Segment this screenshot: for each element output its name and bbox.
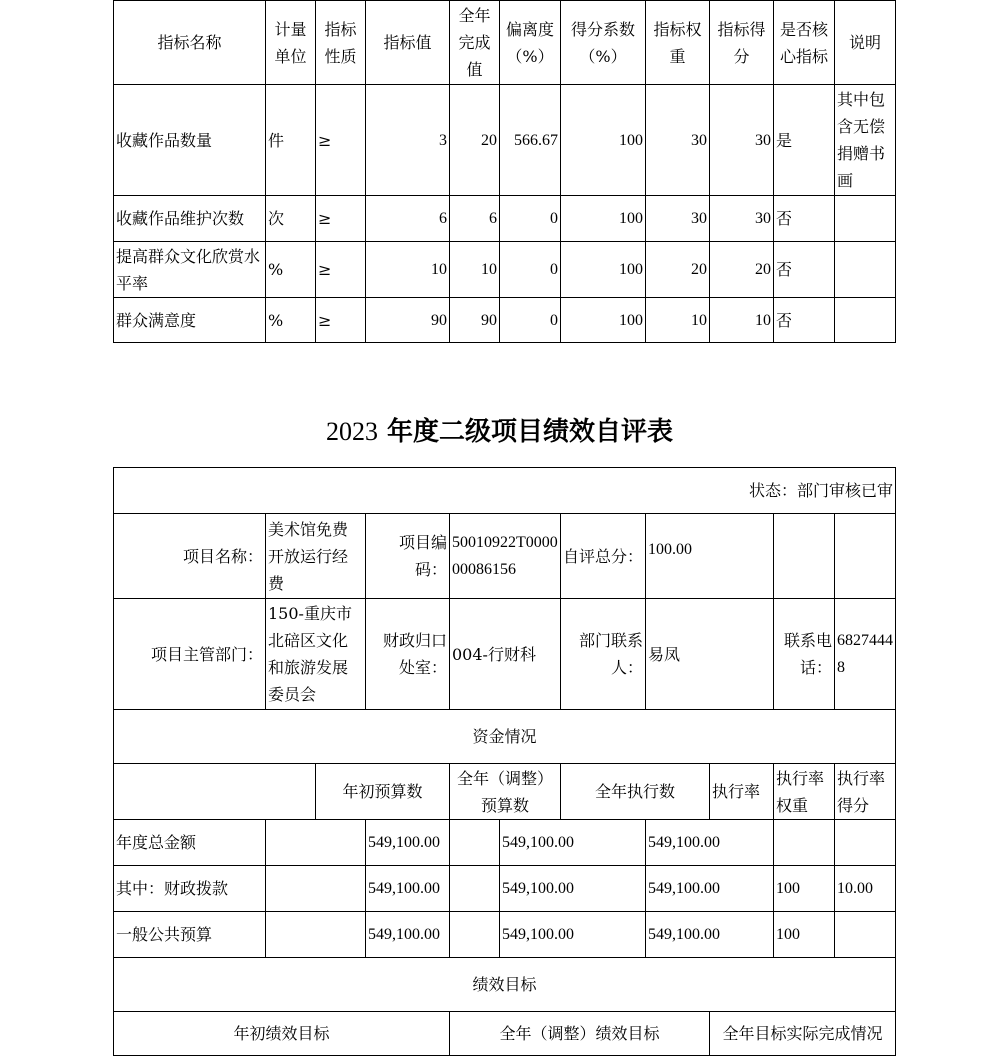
header-score: 指标得分 <box>710 1 774 85</box>
header-coef: 得分系数（%） <box>561 1 646 85</box>
empty-cell <box>450 820 500 866</box>
goals-header-adjusted: 全年（调整）绩效目标 <box>450 1012 710 1056</box>
goals-heading: 绩效目标 <box>114 958 896 1012</box>
header-nature: 指标性质 <box>316 1 366 85</box>
title-text: 年度二级项目绩效自评表 <box>377 417 674 447</box>
indicator-deviation: 0 <box>500 242 561 298</box>
funds-row-label: 年度总金额 <box>114 820 266 866</box>
funds-header-initial: 年初预算数 <box>316 764 450 820</box>
header-target: 指标值 <box>366 1 450 85</box>
header-core: 是否核心指标 <box>774 1 835 85</box>
indicator-target: 10 <box>366 242 450 298</box>
empty-cell <box>835 514 896 599</box>
indicator-header-row <box>114 1 896 85</box>
funds-rate <box>774 820 835 866</box>
funds-header-executed: 全年执行数 <box>561 764 710 820</box>
indicator-name: 群众满意度 <box>114 298 266 343</box>
indicator-unit: % <box>266 298 316 343</box>
indicator-unit: 次 <box>266 196 316 242</box>
indicator-score: 10 <box>710 298 774 343</box>
dept-label: 项目主管部门： <box>114 599 266 710</box>
indicator-unit: 件 <box>266 85 316 196</box>
funds-rate: 100 <box>774 866 835 912</box>
funds-heading-row <box>114 710 896 764</box>
goals-header-initial: 年初绩效目标 <box>114 1012 450 1056</box>
funds-initial: 549,100.00 <box>366 912 450 958</box>
indicator-weight: 30 <box>646 196 710 242</box>
indicator-score: 20 <box>710 242 774 298</box>
funds-executed: 549,100.00 <box>646 820 774 866</box>
empty-cell <box>774 514 835 599</box>
indicator-core: 是 <box>774 85 835 196</box>
indicator-nature: ≥ <box>316 196 366 242</box>
phone-label: 联系电话： <box>774 599 835 710</box>
header-weight: 指标权重 <box>646 1 710 85</box>
indicator-score: 30 <box>710 85 774 196</box>
table-row <box>114 298 896 343</box>
project-code-value: 50010922T000000086156 <box>450 514 561 599</box>
funds-adjusted: 549,100.00 <box>500 820 646 866</box>
indicator-actual: 20 <box>450 85 500 196</box>
indicator-score: 30 <box>710 196 774 242</box>
indicator-actual: 90 <box>450 298 500 343</box>
empty-cell <box>114 764 316 820</box>
header-unit: 计量单位 <box>266 1 316 85</box>
funds-adjusted: 549,100.00 <box>500 866 646 912</box>
table-row <box>114 242 896 298</box>
self-evaluation-table <box>113 467 896 1056</box>
indicator-target: 6 <box>366 196 450 242</box>
header-note: 说明 <box>835 1 896 85</box>
goals-header-row <box>114 1012 896 1056</box>
indicator-name: 收藏作品维护次数 <box>114 196 266 242</box>
funds-header-rate: 执行率 <box>710 764 774 820</box>
indicator-actual: 10 <box>450 242 500 298</box>
funds-heading: 资金情况 <box>114 710 896 764</box>
project-code-label: 项目编码： <box>366 514 450 599</box>
indicator-weight: 30 <box>646 85 710 196</box>
funds-executed: 549,100.00 <box>646 912 774 958</box>
indicator-coef: 100 <box>561 196 646 242</box>
table-row <box>114 912 896 958</box>
project-name-value: 美术馆免费开放运行经费 <box>266 514 366 599</box>
indicator-note <box>835 298 896 343</box>
phone-value: 68274448 <box>835 599 896 710</box>
contact-value: 易凤 <box>646 599 774 710</box>
empty-cell <box>266 912 366 958</box>
funds-header-row <box>114 764 896 820</box>
status-row <box>114 468 896 514</box>
indicator-name: 提高群众文化欣赏水平率 <box>114 242 266 298</box>
indicator-target: 3 <box>366 85 450 196</box>
indicator-nature: ≥ <box>316 298 366 343</box>
indicator-note <box>835 196 896 242</box>
indicator-core: 否 <box>774 242 835 298</box>
status-text: 状态：部门审核已审 <box>114 468 896 514</box>
goals-heading-row <box>114 958 896 1012</box>
empty-cell <box>450 912 500 958</box>
indicator-core: 否 <box>774 196 835 242</box>
indicator-coef: 100 <box>561 242 646 298</box>
table-row <box>114 866 896 912</box>
header-actual: 全年完成值 <box>450 1 500 85</box>
indicator-core: 否 <box>774 298 835 343</box>
project-info-row <box>114 514 896 599</box>
funds-executed: 549,100.00 <box>646 866 774 912</box>
self-score-value: 100.00 <box>646 514 774 599</box>
funds-initial: 549,100.00 <box>366 866 450 912</box>
indicator-target: 90 <box>366 298 450 343</box>
indicator-deviation: 0 <box>500 196 561 242</box>
funds-weight <box>835 912 896 958</box>
funds-header-weight: 执行率权重 <box>774 764 835 820</box>
indicator-coef: 100 <box>561 298 646 343</box>
title-year: 2023 <box>325 417 378 446</box>
project-name-label: 项目名称： <box>114 514 266 599</box>
indicator-note: 其中包含无偿捐赠书画 <box>835 85 896 196</box>
indicator-nature: ≥ <box>316 242 366 298</box>
table-row <box>114 85 896 196</box>
funds-weight <box>835 820 896 866</box>
self-score-label: 自评总分： <box>561 514 646 599</box>
indicator-coef: 100 <box>561 85 646 196</box>
indicator-deviation: 0 <box>500 298 561 343</box>
table-row <box>114 820 896 866</box>
header-deviation: 偏离度（%） <box>500 1 561 85</box>
page-title <box>0 411 999 448</box>
empty-cell <box>266 866 366 912</box>
funds-adjusted: 549,100.00 <box>500 912 646 958</box>
funds-weight: 10.00 <box>835 866 896 912</box>
funds-initial: 549,100.00 <box>366 820 450 866</box>
indicator-table <box>113 0 896 343</box>
dept-info-row <box>114 599 896 710</box>
finance-label: 财政归口处室： <box>366 599 450 710</box>
indicator-name: 收藏作品数量 <box>114 85 266 196</box>
funds-row-label: 一般公共预算 <box>114 912 266 958</box>
indicator-actual: 6 <box>450 196 500 242</box>
empty-cell <box>450 866 500 912</box>
header-indicator-name: 指标名称 <box>114 1 266 85</box>
table-row <box>114 196 896 242</box>
funds-row-label: 其中：财政拨款 <box>114 866 266 912</box>
goals-header-actual: 全年目标实际完成情况 <box>710 1012 896 1056</box>
indicator-deviation: 566.67 <box>500 85 561 196</box>
indicator-weight: 10 <box>646 298 710 343</box>
indicator-weight: 20 <box>646 242 710 298</box>
funds-rate: 100 <box>774 912 835 958</box>
funds-header-score: 执行率得分 <box>835 764 896 820</box>
indicator-nature: ≥ <box>316 85 366 196</box>
contact-label: 部门联系人： <box>561 599 646 710</box>
finance-value: 004-行财科 <box>450 599 561 710</box>
indicator-note <box>835 242 896 298</box>
funds-header-adjusted: 全年（调整）预算数 <box>450 764 561 820</box>
empty-cell <box>266 820 366 866</box>
indicator-unit: % <box>266 242 316 298</box>
dept-value: 150-重庆市北碚区文化和旅游发展委员会 <box>266 599 366 710</box>
